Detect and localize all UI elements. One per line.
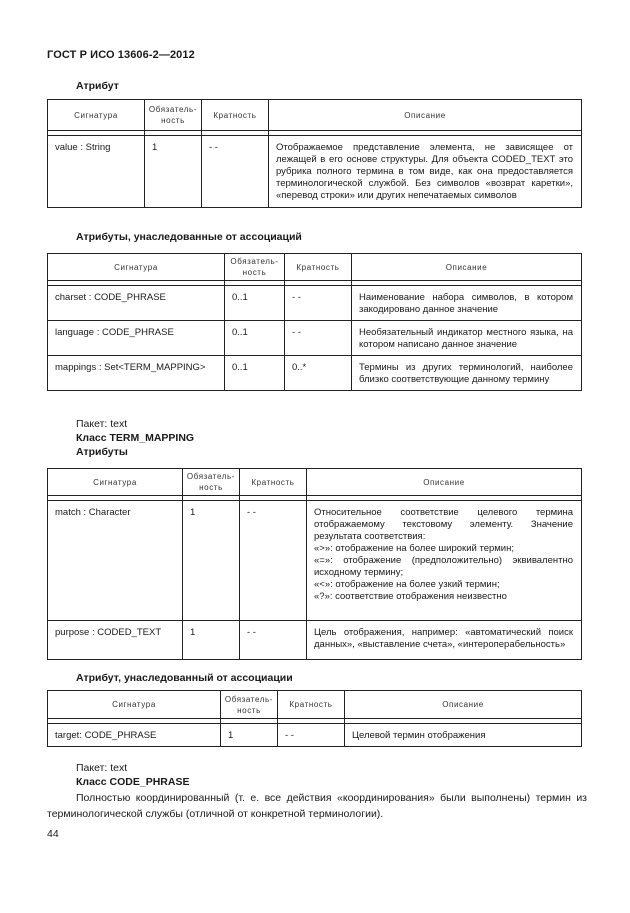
cell-description: Необязательный индикатор местного языка, на котором написано данное значение [352, 321, 582, 356]
cell-mandatory: 1 [183, 501, 240, 621]
col-header-mandatory: Обязатель- ность [183, 469, 240, 496]
table-header-row [48, 100, 582, 131]
section-heading-attribute: Атрибут [76, 80, 119, 92]
cell-signature: charset : CODE_PHRASE [48, 286, 225, 321]
cell-mandatory: 0..1 [225, 286, 285, 321]
cell-description: Наименование набора символов, в котором закодировано данное значение [352, 286, 582, 321]
col-header-mandatory: Обязатель- ность [145, 100, 202, 131]
col-header-multiplicity: Кратность [240, 469, 307, 496]
col-header-description: Описание [269, 100, 582, 131]
description-line: «?»: соответствие отображения неизвестно [314, 591, 507, 602]
page-number: 44 [47, 828, 59, 840]
package-label: Пакет: text [76, 418, 128, 430]
description-line: Относительное соответствие целевого термина отображаемому текстовому элементу. Значение результата соответствия: [314, 507, 573, 542]
class-title: Класс CODE_PHRASE [76, 776, 190, 788]
table-row [48, 501, 582, 621]
section-heading-attributes: Атрибуты [76, 446, 128, 458]
col-header-signature: Сигнатура [48, 469, 183, 496]
col-header-signature: Сигнатура [48, 254, 225, 281]
description-line: «=»: отображение (предположительно) эквивалентно исходному термину; [314, 555, 573, 578]
description-line: «>»: отображение на более широкий термин; [314, 543, 514, 554]
table-row [48, 356, 582, 391]
cell-description: Термины из других терминологий, наиболее близко соответствующие данному термину [352, 356, 582, 391]
cell-signature: mappings : Set<TERM_MAPPING> [48, 356, 225, 391]
cell-multiplicity: - - [285, 321, 352, 356]
cell-description [307, 501, 582, 621]
section-heading-inherited-attribute: Атрибут, унаследованный от ассоциации [76, 672, 293, 684]
cell-signature: value : String [48, 136, 145, 208]
table-row [48, 286, 582, 321]
col-header-description: Описание [307, 469, 582, 496]
cell-signature: language : CODE_PHRASE [48, 321, 225, 356]
cell-multiplicity: - - [240, 620, 307, 659]
cell-description: Целевой термин отображения [345, 724, 582, 747]
col-header-description: Описание [345, 691, 582, 719]
cell-mandatory: 0..1 [225, 321, 285, 356]
attribute-table [47, 99, 582, 208]
class-description-paragraph: Полностью координированный (т. е. все действия «координирования» были выполнены) термин из терминологической службы (отличной от конкретной терминологии). [47, 792, 587, 820]
col-header-multiplicity: Кратность [202, 100, 269, 131]
cell-multiplicity: 0..* [285, 356, 352, 391]
table-header-row [48, 254, 582, 281]
document-id: ГОСТ Р ИСО 13606-2—2012 [47, 49, 195, 61]
cell-signature: match : Character [48, 501, 183, 621]
cell-multiplicity: - - [278, 724, 345, 747]
cell-multiplicity: - - [285, 286, 352, 321]
col-header-description: Описание [352, 254, 582, 281]
cell-mandatory: 1 [221, 724, 278, 747]
col-header-multiplicity: Кратность [278, 691, 345, 719]
table-row [48, 321, 582, 356]
cell-description: Цель отображения, например: «автоматический поиск данных», «выставление счета», «интероперабельность» [307, 620, 582, 659]
table-header-row [48, 691, 582, 719]
description-line: «<»: отображение на более узкий термин; [314, 579, 500, 590]
cell-multiplicity: - - [202, 136, 269, 208]
table-header-row [48, 469, 582, 496]
col-header-signature: Сигнатура [48, 100, 145, 131]
cell-description: Отображаемое представление элемента, не зависящее от лежащей в его основе структуры. Для объекта CODED_TEXT это рубрика полного термина в том виде, как она предоставляется терминологической службой. Без символов «возврат каретки», «перевод строки» или других непечатаемых символов [269, 136, 582, 208]
class-title: Класс TERM_MAPPING [76, 432, 195, 444]
cell-mandatory: 0..1 [225, 356, 285, 391]
col-header-mandatory: Обязатель- ность [221, 691, 278, 719]
cell-mandatory: 1 [145, 136, 202, 208]
table-row [48, 724, 582, 747]
col-header-multiplicity: Кратность [285, 254, 352, 281]
section-heading-inherited-attributes: Атрибуты, унаследованные от ассоциаций [76, 231, 302, 243]
col-header-signature: Сигнатура [48, 691, 221, 719]
term-mapping-table [47, 468, 582, 660]
cell-signature: purpose : CODED_TEXT [48, 620, 183, 659]
inherited-attributes-table [47, 253, 582, 391]
target-table [47, 690, 582, 747]
cell-mandatory: 1 [183, 620, 240, 659]
cell-signature: target: CODE_PHRASE [48, 724, 221, 747]
table-row [48, 136, 582, 208]
table-row [48, 620, 582, 659]
col-header-mandatory: Обязатель- ность [225, 254, 285, 281]
package-label: Пакет: text [76, 762, 128, 774]
cell-multiplicity: - - [240, 501, 307, 621]
